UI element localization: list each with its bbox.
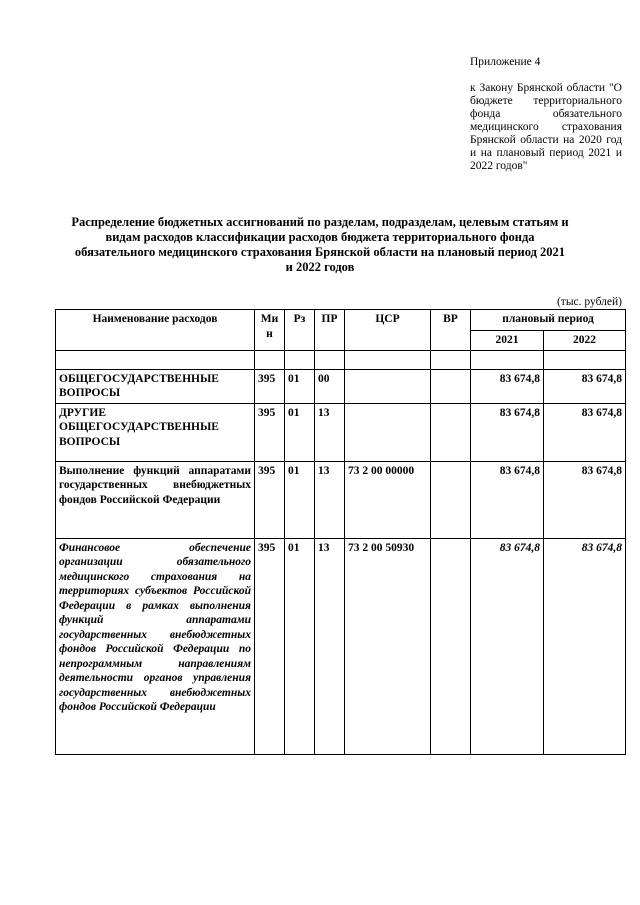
row-rz: 01 [285,369,315,403]
row-rz: 01 [285,461,315,538]
row-pr: 13 [315,461,345,538]
header-2021: 2021 [471,331,544,351]
row-vr [431,538,471,754]
row-name: Финансовое обеспечение организации обязательного медицинского страхования на территориях субъектов Российской Федерации в рамках выполнения функций аппаратами государственных внебюджетных фондов Российской Федерации по непрограммным направлениям деятельности органов управления государственных внебюджетных фондов Российской Федерации [56,538,255,754]
row-vr [431,403,471,461]
table-spacer-row [56,350,626,369]
appendix-text: к Закону Брянской области "О бюджете территориального фонда обязательного медицинского страхования Брянской области на 2020 год и на плановый период 2021 и 2022 годов" [470,82,622,172]
table-header-row [56,310,626,331]
units-label: (тыс. рублей) [556,296,622,308]
table-row [56,538,626,754]
appendix-title: Приложение 4 [470,56,541,68]
row-pr: 00 [315,369,345,403]
row-csr [345,403,431,461]
row-2022: 83 674,8 [544,403,626,461]
expenditure-table [55,309,626,755]
header-csr: ЦСР [345,310,431,351]
header-name: Наименование расходов [56,310,255,351]
header-rz: Рз [285,310,315,351]
row-min: 395 [255,538,285,754]
header-pr: ПР [315,310,345,351]
row-csr: 73 2 00 50930 [345,538,431,754]
header-planned-period: плановый период [471,310,626,331]
row-pr: 13 [315,538,345,754]
row-2021: 83 674,8 [471,369,544,403]
table-row [56,369,626,403]
header-vr: ВР [431,310,471,351]
appendix-block [470,56,622,173]
row-pr: 13 [315,403,345,461]
row-2021: 83 674,8 [471,461,544,538]
row-vr [431,369,471,403]
row-vr [431,461,471,538]
row-name: ДРУГИЕ ОБЩЕГОСУДАРСТВЕННЫЕ ВОПРОСЫ [56,403,255,461]
row-2021: 83 674,8 [471,538,544,754]
table-row [56,461,626,538]
document-title: Распределение бюджетных ассигнований по разделам, подразделам, целевым статьям и видам расходов классификации расходов бюджета территориального фонда обязательного медицинского страхования Брянской области на плановый период 2021 и 2022 годов [71,215,569,274]
row-rz: 01 [285,538,315,754]
row-min: 395 [255,369,285,403]
header-2022: 2022 [544,331,626,351]
header-min: Ми н [255,310,285,351]
row-name: Выполнение функций аппаратами государственных внебюджетных фондов Российской Федерации [56,461,255,538]
row-2021: 83 674,8 [471,403,544,461]
row-csr: 73 2 00 00000 [345,461,431,538]
row-name: ОБЩЕГОСУДАРСТВЕННЫЕ ВОПРОСЫ [56,369,255,403]
table-row [56,403,626,461]
row-csr [345,369,431,403]
row-min: 395 [255,461,285,538]
row-2022: 83 674,8 [544,461,626,538]
row-min: 395 [255,403,285,461]
row-2022: 83 674,8 [544,538,626,754]
row-rz: 01 [285,403,315,461]
row-2022: 83 674,8 [544,369,626,403]
